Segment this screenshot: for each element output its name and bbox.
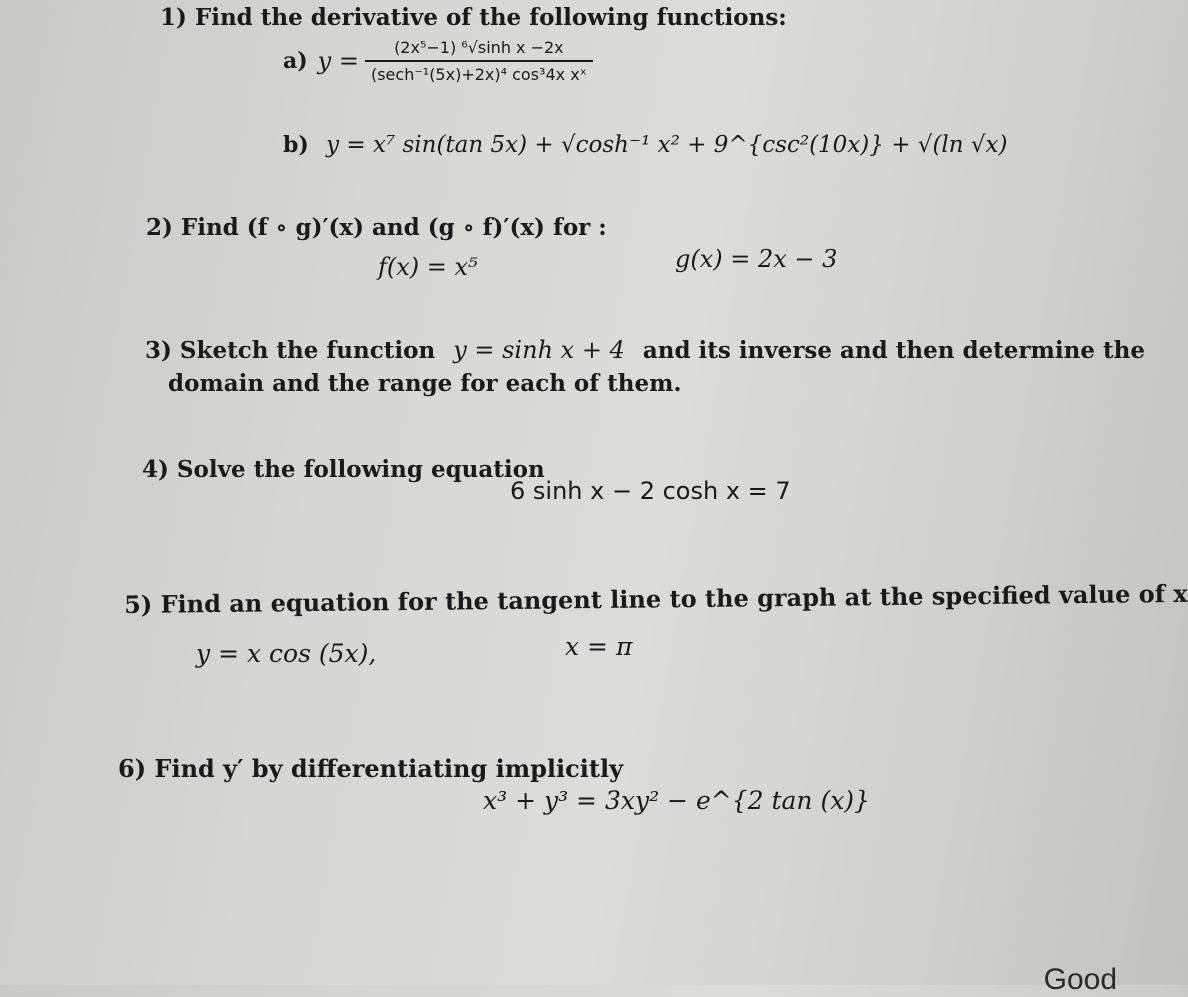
q5-point: x = π bbox=[565, 632, 633, 661]
q3-text-b: and its inverse and then determine the bbox=[642, 337, 1145, 364]
q3-line2: domain and the range for each of them. bbox=[168, 370, 682, 397]
q1a-label: a) bbox=[283, 48, 308, 74]
q4-heading: 4) Solve the following equation bbox=[142, 456, 545, 483]
q5-function: y = x cos (5x), bbox=[196, 639, 377, 668]
q3-function: y = sinh x + 4 bbox=[453, 336, 625, 364]
q6-equation: x³ + y³ = 3xy² − e^{2 tan (x)} bbox=[483, 786, 870, 815]
q6-heading: 6) Find y′ by differentiating implicitly bbox=[118, 754, 624, 783]
q1a-expression bbox=[283, 38, 593, 84]
q1a-numerator: (2x⁵−1) ⁶√sinh x −2x bbox=[394, 38, 564, 57]
q5-heading: 5) Find an equation for the tangent line to the graph at the specified value of x bbox=[124, 578, 1188, 619]
q2-f-definition: f(x) = x⁵ bbox=[378, 253, 478, 281]
q1b-label: b) bbox=[283, 132, 309, 158]
q4-equation: 6 sinh x − 2 cosh x = 7 bbox=[510, 477, 791, 505]
q1b-formula: y = x⁷ sin(tan 5x) + √cosh⁻¹ x² + 9^{csc²(10x)} + √(ln √x) bbox=[326, 132, 1008, 158]
q2-heading: 2) Find (f ∘ g)′(x) and (g ∘ f)′(x) for : bbox=[146, 214, 607, 241]
q1a-fraction bbox=[365, 38, 593, 84]
corner-text: Good bbox=[1043, 963, 1117, 996]
q1a-lhs: y = bbox=[317, 47, 359, 75]
q1b-expression bbox=[283, 132, 1008, 158]
q2-g-definition: g(x) = 2x − 3 bbox=[675, 245, 838, 273]
q1a-denominator: (sech⁻¹(5x)+2x)⁴ cos³4x xˣ bbox=[370, 65, 587, 84]
q1-heading: 1) Find the derivative of the following functions: bbox=[160, 4, 787, 31]
q3-text-a: 3) Sketch the function bbox=[145, 337, 436, 364]
q3-line1 bbox=[145, 336, 1145, 364]
